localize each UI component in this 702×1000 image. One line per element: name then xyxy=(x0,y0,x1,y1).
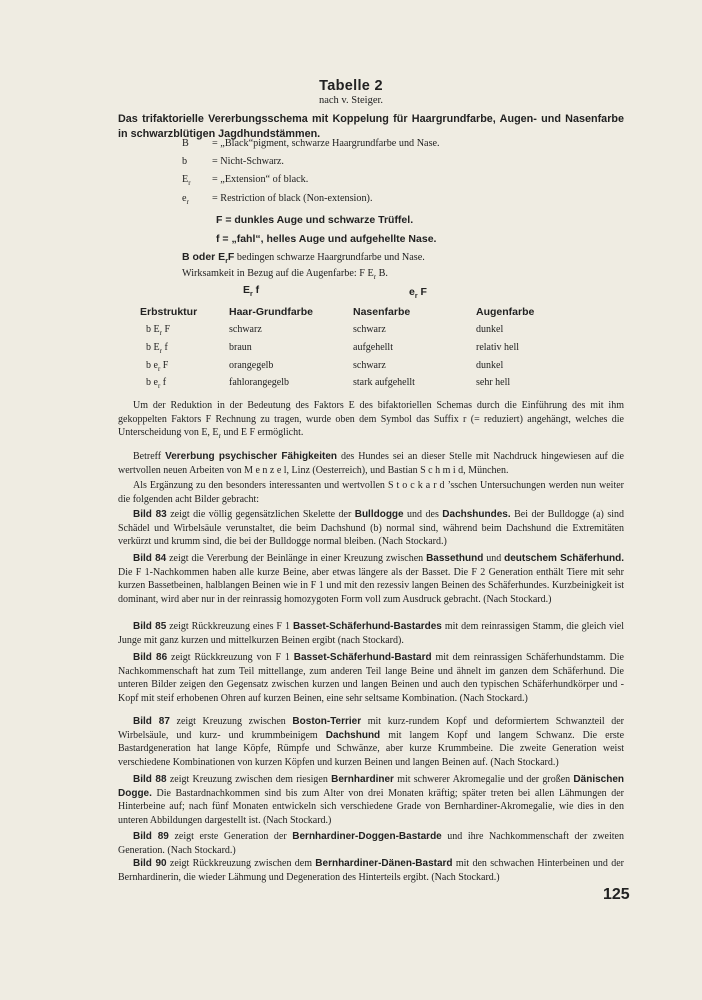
b-oder-line: B oder $E_rF$ bedingen schwarze Haargrundfarbe und Nase. xyxy=(182,251,425,265)
betreff-paragraph: Betreff Vererbung psychischer Fähigkeiten des Hundes sei an dieser Stelle mit Nachdruck hingewiesen auf die wertvollen neuen Arbeiten von M e n z e l, Linz (Oesterreich), und Bastian S c h m i d, München. xyxy=(118,451,624,476)
table-title: Tabelle 2 xyxy=(319,78,383,94)
combo-erF: $e_r$ F xyxy=(409,286,427,300)
breed-name: Bassethund xyxy=(426,553,484,564)
figure-label: Bild 89 xyxy=(133,831,169,842)
breed-name: Boston-Terrier xyxy=(292,716,362,727)
figure-paragraph: Bild 88 zeigt Kreuzung zwischen dem riesigen Bernhardiner mit schwerer Akromegalie und der großen Dänischen Dogge. Die Bastardnachkommen sind bis zum Alter von drei Monaten kräftig; später treten bei allen Lähmungen der Hinterbeine auf; nach fünf Monaten entwickeln sich verschiedene Grade von Bernhardiner-Akromegalie, wie dies in den unteren Abbildungen dargestellt ist. (Nach Stockard.) xyxy=(118,774,624,826)
col-header: Haar-Grundfarbe xyxy=(229,306,314,318)
figure-label: Bild 85 xyxy=(133,621,167,632)
table-cell: schwarz xyxy=(353,360,386,371)
col-header: Nasenfarbe xyxy=(353,306,411,318)
breed-name: Bernhardiner xyxy=(331,774,394,785)
figure-paragraph: Bild 83 zeigt die völlig gegensätzlichen Skelette der Bulldogge und des Dachshundes. Bei der Bulldogge (a) sind Schädel und Wirbelsäule verunstaltet, die beim Dachshund (b) normal sind, während beim Dachshund die Extremitäten verkürzt und krumm sind, die bei der Bulldogge normal bleiben. (Nach Stockard.) xyxy=(118,509,624,548)
figure-paragraph: Bild 85 zeigt Rückkreuzung eines F 1 Basset-Schäferhund-Bastardes mit dem reinrassigen Stamm, die gleich viel Junge mit ganz kurzen und mittelkurzen Beinen ergibt (nach Stockard). xyxy=(118,621,624,646)
table-cell: sehr hell xyxy=(476,377,511,388)
figure-paragraph: Bild 84 zeigt die Vererbung der Beinlänge in einer Kreuzung zwischen Bassethund und deutschem Schäferhund. Die F 1-Nachkommen haben alle kurze Beine, aber etwas längere als der Basset. Die F 2 Generation enthält Tiere mit sehr kurzen Bassetbeinen, halblangen Beinen wie in F 1 und mit den rezessiv langen Beinen des Schäferhundes. Kurzbeinigkeit ist dominant, wird aber nur in der reinrassig homozygoten Form voll zum Ausdruck gebracht. (Nach Stockard.) xyxy=(118,553,624,605)
table-cell: schwarz xyxy=(353,324,386,335)
scheme-heading: Das trifaktorielle Vererbungsschema mit Koppelung für Haargrundfarbe, Augen- und Nasenfarbe in schwarzblütigen Jagdhundstämmen. xyxy=(118,113,624,140)
breed-name: Dachshundes. xyxy=(442,509,511,520)
table-cell: aufgehellt xyxy=(353,342,393,353)
table-cell: dunkel xyxy=(476,360,504,371)
table-cell: b $E_r$ F xyxy=(146,324,171,337)
table-cell: b $e_r$ F xyxy=(146,360,169,373)
factor-F-line: F = dunkles Auge und schwarze Trüffel. xyxy=(216,214,414,226)
table-cell: schwarz xyxy=(229,324,262,335)
page: Tabelle 2 nach v. Steiger. Das trifaktorielle Vererbungsschema mit Koppelung für Haargrundfarbe, Augen- und Nasenfarbe in schwarzblütigen Jagdhundstämmen. B = „Black“pigment, schwarze Haargrundfarbe und Nase. b = Nicht-Schwarz. $E_r$ = „Extension“ of black. $e_r$ = Restriction of black (Non-extension). F = dunkles Auge und schwarze Trüffel. f = „fahl“, helles Auge und aufgehellte Nase. B oder $E_rF$ bedingen schwarze Haargrundfarbe und Nase. Wirksamkeit in Bezug auf die Augenfarbe: F $E_r$ B. $E_r$ f $e_r$ F Erbstruktur Haar-Grundfarbe Nasenfarbe Augenfarbe b $E_r$ F schwarz schwarz dunkel b $E_r$ f braun aufgehellt relativ hell b $e_r$ F orangegelb schwarz dunkel b $e_r$ f fahlorangegelb stark aufgehellt sehr hell Um der Reduktion in der Bedeutung des Faktors E des bifaktoriellen Schemas durch die Einführung des mit ihm gekoppelten Faktors F Rechnung zu tragen, wurde oben dem Symbol das Suffix r (= reduziert) angehängt, welches die Unterscheidung von E, $E_r$ und E F ermöglicht. Betreff Vererbung psychischer Fähigkeiten des Hundes sei an dieser Stelle mit Nachdruck hingewiesen auf die wertvollen neuen Arbeiten von M e n z e l, Linz (Oesterreich), und Bastian S c h m i d, München. Als Ergänzung zu den besonders interessanten und wertvollen S t o c k a r d ’sschen Untersuchungen werden nun weiter die folgenden acht Bilder gebracht: Bild 83 zeigt die völlig gegensätzlichen Skelette der Bulldogge und des Dachshundes. Bei der Bulldogge (a) sind Schädel und Wirbelsäule verunstaltet, die beim Dachshund (b) normal sind, während beim Dachshund die Extremitäten verkürzt und krumm sind, die bei der Bulldogge normal bleiben. (Nach Stockard.) Bild 84 zeigt die Vererbung der Beinlänge in einer Kreuzung zwischen Bassethund und deutschem Schäferhund. Die F 1-Nachkommen haben alle kurze Beine, aber etwas längere als der Basset. Die F 2 Generation enthält Tiere mit sehr kurzen Bassetbeinen, halblangen Beinen wie in F 1 und mit den rezessiv langen Beinen des Schäferhundes. Kurzbeinigkeit ist dominant, wird aber nur in der reinrassig homozygoten Form voll zum Ausdruck gebracht. (Nach Stockard.) Bild 85 zeigt Rückkreuzung eines F 1 Basset-Schäferhund-Bastardes mit dem reinrassigen Stamm, die gleich viel Junge mit ganz kurzen und mittelkurzen Beinen ergibt (nach Stockard). Bild 86 zeigt Rückkreuzung von F 1 Basset-Schäferhund-Bastard mit dem reinrassigen Schäferhundstamm. Die Nachkommenschaft hat zum Teil mittellange, zum anderen Teil lange Beine und ähnelt im ganzen dem Schäferhund. Die unteren Bilder zeigen den Gegensatz zwischen kurzen und langen Beinen und auch den typischen Schäferhundkörper und -Kopf mit steif erhobenen Ohren auf kurzen Beinen, eine sehr seltsame Kombination. (Nach Stockard.) Bild 87 zeigt Kreuzung zwischen Boston-Terrier mit kurz-rundem Kopf und deformiertem Schwanzteil der Wirbelsäule, und kurz- und krummbeinigem Dachshund mit langem Kopf und langem Schwanz. Die erste Bastardgeneration hat lange Köpfe, Rümpfe und Schwänze, aber kurze Krummbeine. Die zweite Generation weist verschiedene Kombinationen von kurzen Köpfen und kurzen Beinen und langen Beinen auf. (Nach Stockard.) Bild 88 zeigt Kreuzung zwischen dem riesigen Bernhardiner mit schwerer Akromegalie und der großen Dänischen Dogge. Die Bastardnachkommen sind bis zum Alter von drei Monaten kräftig; später treten bei allen Lähmungen der Hinterbeine auf; nach fünf Monaten entwickeln sich verschiedene Grade von Bernhardiner-Akromegalie, wie dies in den unteren Abbildungen dargestellt ist. (Nach Stockard.) Bild 89 zeigt erste Generation der Bernhardiner-Doggen-Bastarde und ihre Nachkommenschaft der zweiten Generation. (Nach Stockard.) Bild 90 zeigt Rückkreuzung zwischen dem Bernhardiner-Dänen-Bastard mit den schwachen Hinterbeinen und der Bernhardinerin, die wieder Lähmung und Degeneration des Hinterteils ergibt. (Nach Stockard.) 125 xyxy=(0,0,702,1000)
breed-name: Dänischen Dogge. xyxy=(118,774,624,799)
table-subtitle: nach v. Steiger. xyxy=(318,95,384,106)
table-cell: b $E_r$ f xyxy=(146,342,168,355)
figure-paragraph: Bild 87 zeigt Kreuzung zwischen Boston-Terrier mit kurz-rundem Kopf und deformiertem Schwanzteil der Wirbelsäule, und kurz- und krummbeinigem Dachshund mit langem Kopf und langem Schwanz. Die erste Bastardgeneration hat lange Köpfe, Rümpfe und Schwänze, aber kurze Krummbeine. Die zweite Generation weist verschiedene Kombinationen von kurzen Köpfen und kurzen Beinen und langen Beinen auf. (Nach Stockard.) xyxy=(118,716,625,768)
breed-name: Bulldogge xyxy=(354,509,404,520)
figure-label: Bild 88 xyxy=(133,774,167,785)
table-cell: braun xyxy=(229,342,252,353)
breed-name: Bernhardiner-Dänen-Bastard xyxy=(315,858,453,869)
factor-f-line: f = „fahl“, helles Auge und aufgehellte Nase. xyxy=(216,233,437,245)
breed-name: Bernhardiner-Doggen-Bastarde xyxy=(292,831,442,842)
combo-Erf: $E_r$ f xyxy=(243,284,260,298)
table-cell: relativ hell xyxy=(476,342,520,353)
page-number: 125 xyxy=(603,886,630,903)
figure-label: Bild 86 xyxy=(133,652,168,663)
breed-name: deutschem Schäferhund. xyxy=(504,553,624,564)
table-cell: stark aufgehellt xyxy=(353,377,415,388)
reduction-paragraph: Um der Reduktion in der Bedeutung des Faktors E des bifaktoriellen Schemas durch die Einführung des mit ihm gekoppelten Faktors F Rechnung zu tragen, wurde oben dem Symbol das Suffix r (= reduziert) angehängt, welches die Unterscheidung von E, $E_r$ und E F ermöglicht. xyxy=(118,400,624,441)
breed-name: Basset-Schäferhund-Bastard xyxy=(293,652,432,663)
breed-name: Basset-Schäferhund-Bastardes xyxy=(292,621,442,632)
figure-label: Bild 83 xyxy=(133,509,167,520)
table-cell: orangegelb xyxy=(229,360,274,371)
erganzung-paragraph: Als Ergänzung zu den besonders interessanten und wertvollen S t o c k a r d ’sschen Untersuchungen werden nun weiter die folgenden acht Bilder gebracht: xyxy=(118,480,624,505)
table-cell: b $e_r$ f xyxy=(146,377,167,390)
breed-name: Dachshund xyxy=(325,729,381,741)
figure-label: Bild 87 xyxy=(133,716,170,727)
wirksamkeit-line: Wirksamkeit in Bezug auf die Augenfarbe: F $E_r$ B. xyxy=(182,268,388,281)
col-header: Augenfarbe xyxy=(476,306,535,318)
figure-paragraph: Bild 90 zeigt Rückkreuzung zwischen dem Bernhardiner-Dänen-Bastard mit den schwachen Hinterbeinen und der Bernhardinerin, die wieder Lähmung und Degeneration des Hinterteils ergibt. (Nach Stockard.) xyxy=(118,858,624,883)
figure-label: Bild 84 xyxy=(133,553,167,564)
table-cell: fahlorangegelb xyxy=(229,377,289,388)
table-cell: dunkel xyxy=(476,324,504,335)
figure-paragraph: Bild 89 zeigt erste Generation der Bernhardiner-Doggen-Bastarde und ihre Nachkommenschaft der zweiten Generation. (Nach Stockard.) xyxy=(118,831,624,856)
figure-label: Bild 90 xyxy=(133,858,167,869)
figure-paragraph: Bild 86 zeigt Rückkreuzung von F 1 Basset-Schäferhund-Bastard mit dem reinrassigen Schäferhundstamm. Die Nachkommenschaft hat zum Teil mittellange, zum anderen Teil lange Beine und ähnelt im ganzen dem Schäferhund. Die unteren Bilder zeigen den Gegensatz zwischen kurzen und langen Beinen und auch den typischen Schäferhundkörper und -Kopf mit steif erhobenen Ohren auf kurzen Beinen, eine sehr seltsame Kombination. (Nach Stockard.) xyxy=(118,652,624,704)
col-header: Erbstruktur xyxy=(140,306,198,318)
